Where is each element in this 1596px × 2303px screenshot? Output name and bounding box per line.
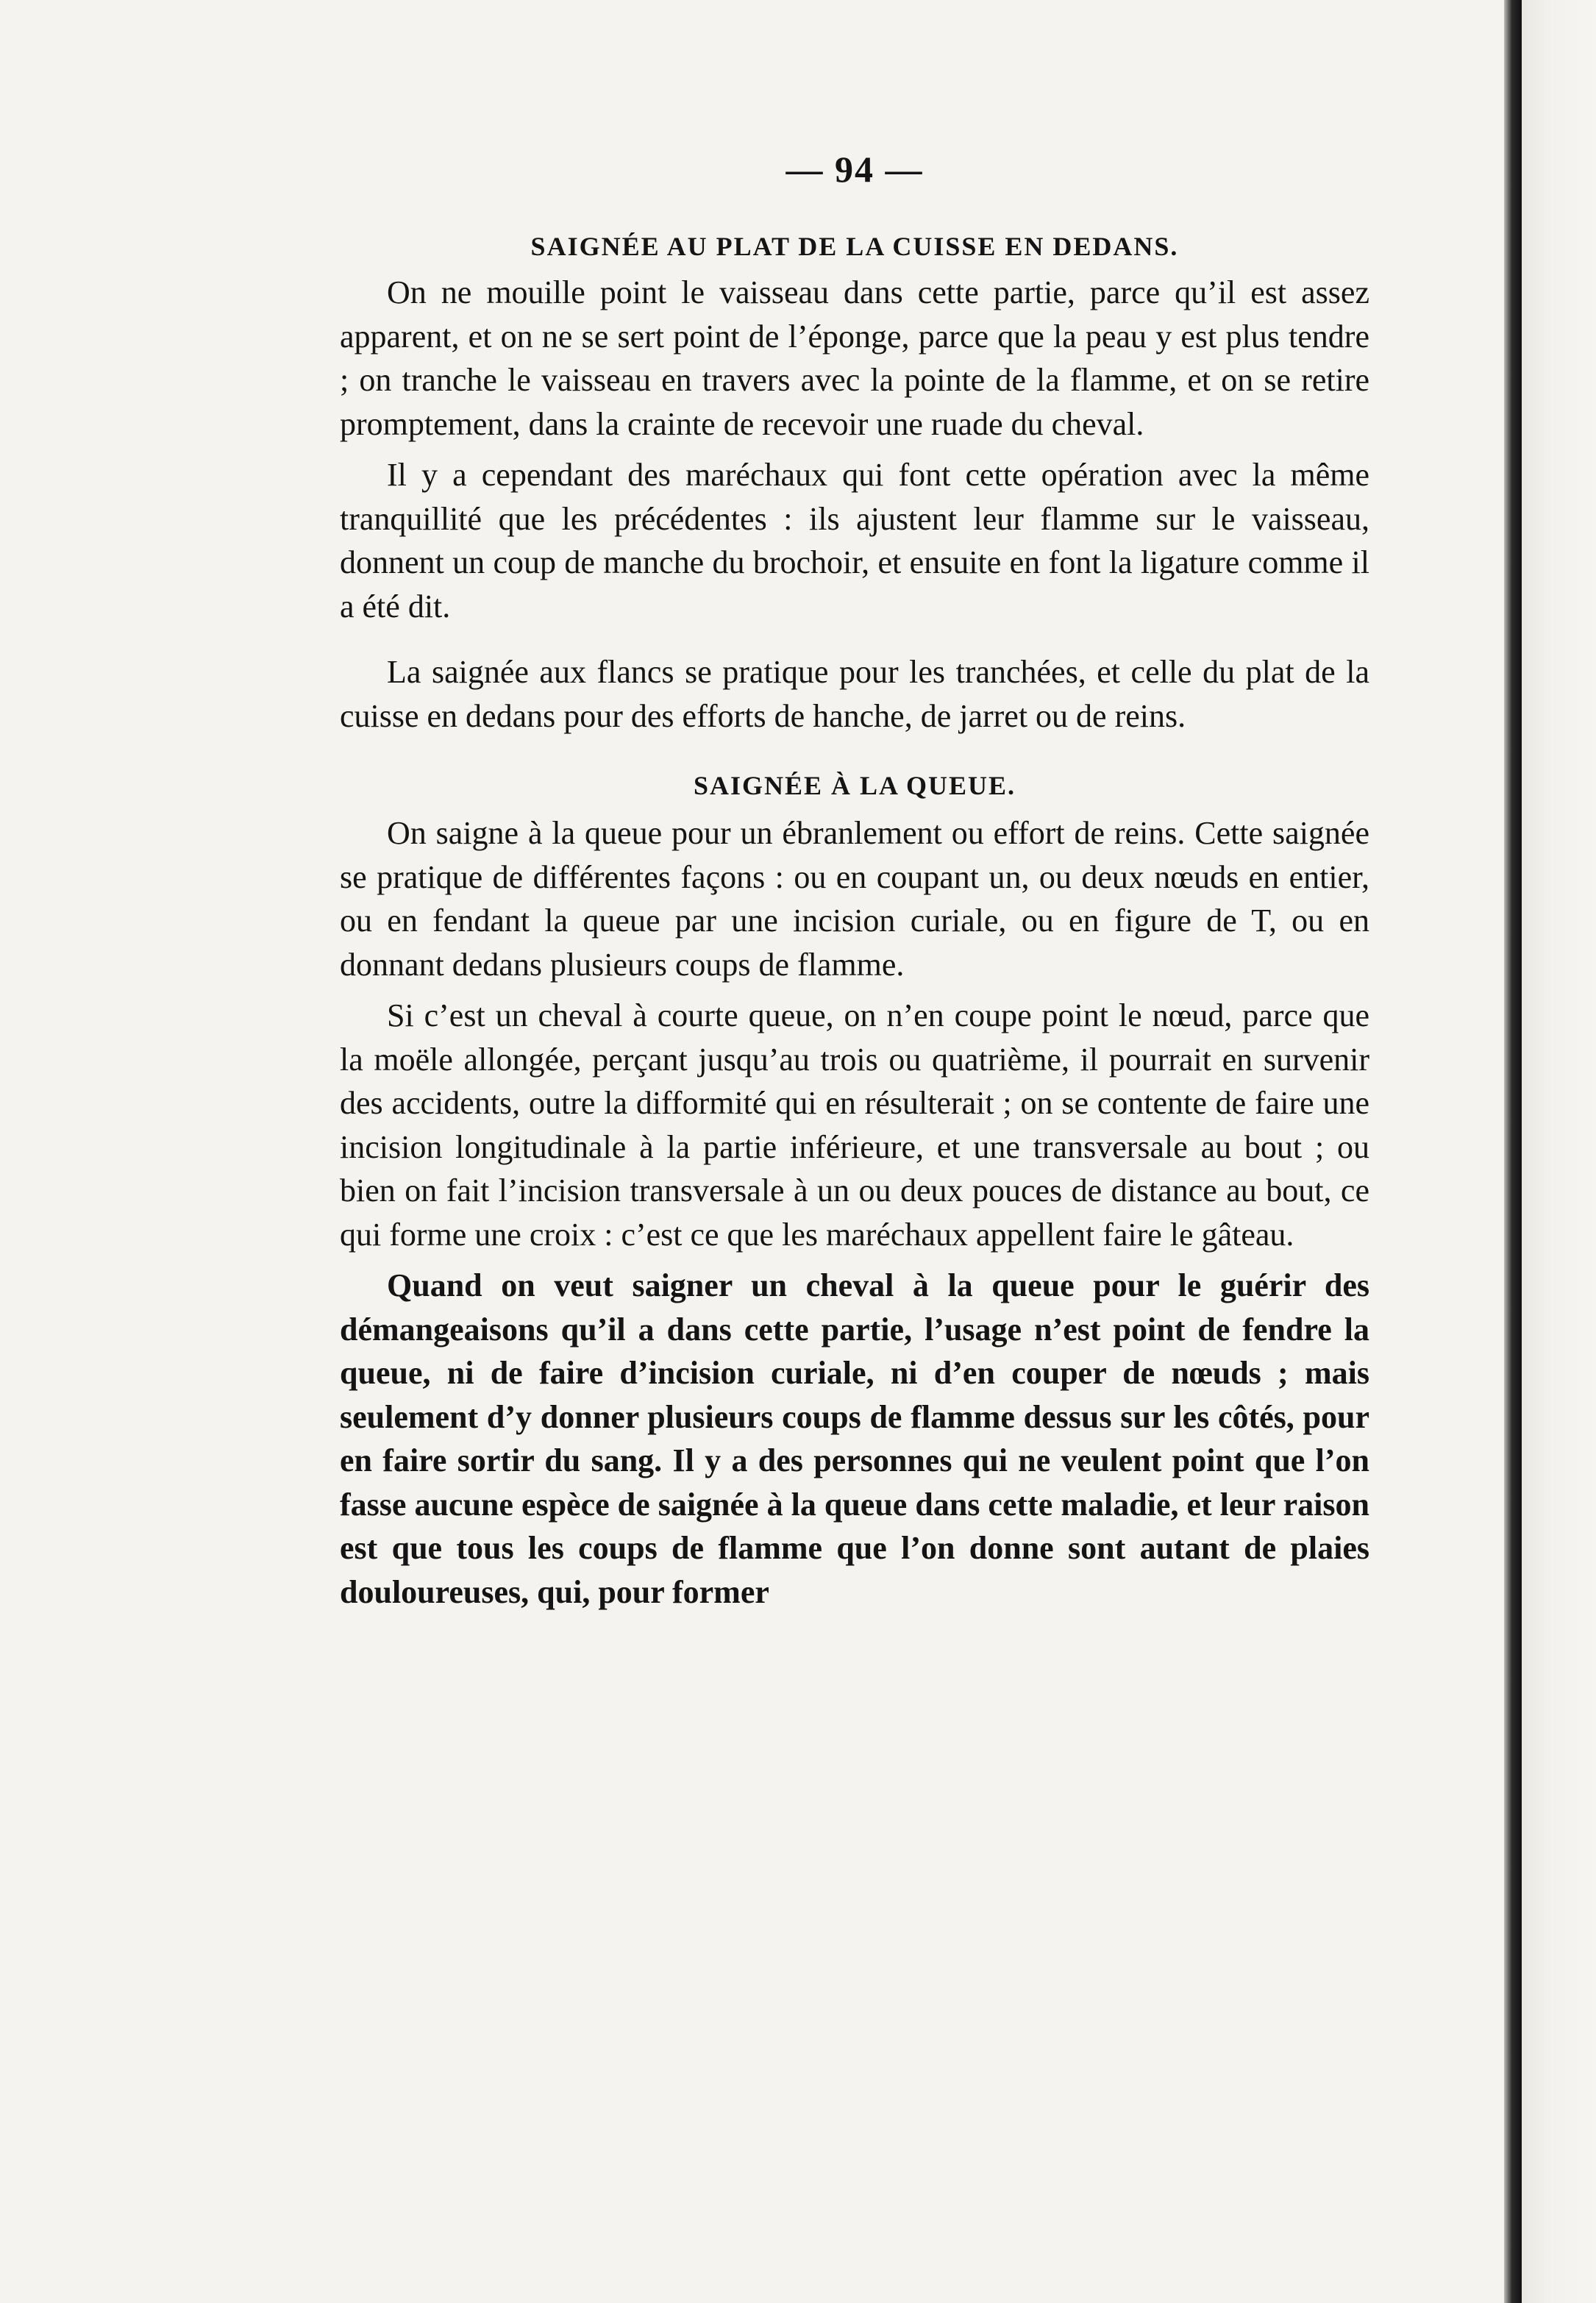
page-number: — 94 — xyxy=(785,149,924,190)
paragraph-flank-bleeding: La saignée aux flancs se pratique pour les tranchées, et celle du plat de la cuisse en dedans pour des efforts de hanche, de jarret ou de reins. xyxy=(340,654,1369,734)
next-page-edge xyxy=(1522,0,1596,2303)
section-heading-thigh-bleeding: SAIGNÉE AU PLAT DE LA CUISSE EN DEDANS. xyxy=(530,232,1179,261)
paragraph-itching-treatment: Quand on veut saigner un cheval à la queue pour le guérir des démangeaisons qu’il a dans cette partie, l’usage n’est point de fendre la queue, ni de faire d’incision curiale, ni d’en couper de nœuds ; mais seulement d’y donner plusieurs coups de flamme dessus sur les côtés, pour en faire sortir du sang. Il y a des personnes qui ne veulent point que l’on fasse aucune espèce de saignée à la queue dans cette maladie, et leur raison est que tous les coups de flamme que l’on donne sont autant de plaies douloureuses, qui, pour former xyxy=(340,1267,1369,1610)
page-gutter-shadow xyxy=(1504,0,1522,2303)
paragraph-short-tail: Si c’est un cheval à courte queue, on n’en coupe point le nœud, parce que la moële allongée, perçant jusqu’au trois ou quatrième, il pourrait en survenir des accidents, outre la difformité qui en résulterait ; on se contente de faire une incision longitudinale à la partie inférieure, et une transversale au bout ; ou bien on fait l’incision transversale à un ou deux pouces de distance au bout, ce qui forme une croix : c’est ce que les maréchaux appellent faire le gâteau. xyxy=(340,997,1369,1253)
paragraph-farriers-tranquility: Il y a cependant des maréchaux qui font cette opération avec la même tranquillité que les précédentes : ils ajustent leur flamme sur le vaisseau, donnent un coup de manche du brochoir, et ensuite en font la ligature comme il a été dit. xyxy=(340,457,1369,624)
paragraph-vessel-not-wetted: On ne mouille point le vaisseau dans cette partie, parce qu’il est assez apparent, et on ne se sert point de l’éponge, parce que la peau y est plus tendre ; on tranche le vaisseau en travers avec la pointe de la flamme, et on se retire promptement, dans la crainte de recevoir une ruade du cheval. xyxy=(340,274,1369,442)
section-heading-tail-bleeding: SAIGNÉE À LA QUEUE. xyxy=(693,771,1016,800)
paragraph-tail-methods: On saigne à la queue pour un ébranlement ou effort de reins. Cette saignée se pratique de différentes façons : ou en coupant un, ou deux nœuds en entier, ou en fendant la queue par une incision curiale, ou en figure de T, ou en donnant dedans plusieurs coups de flamme. xyxy=(340,815,1369,983)
page-text-block xyxy=(340,147,1369,1621)
